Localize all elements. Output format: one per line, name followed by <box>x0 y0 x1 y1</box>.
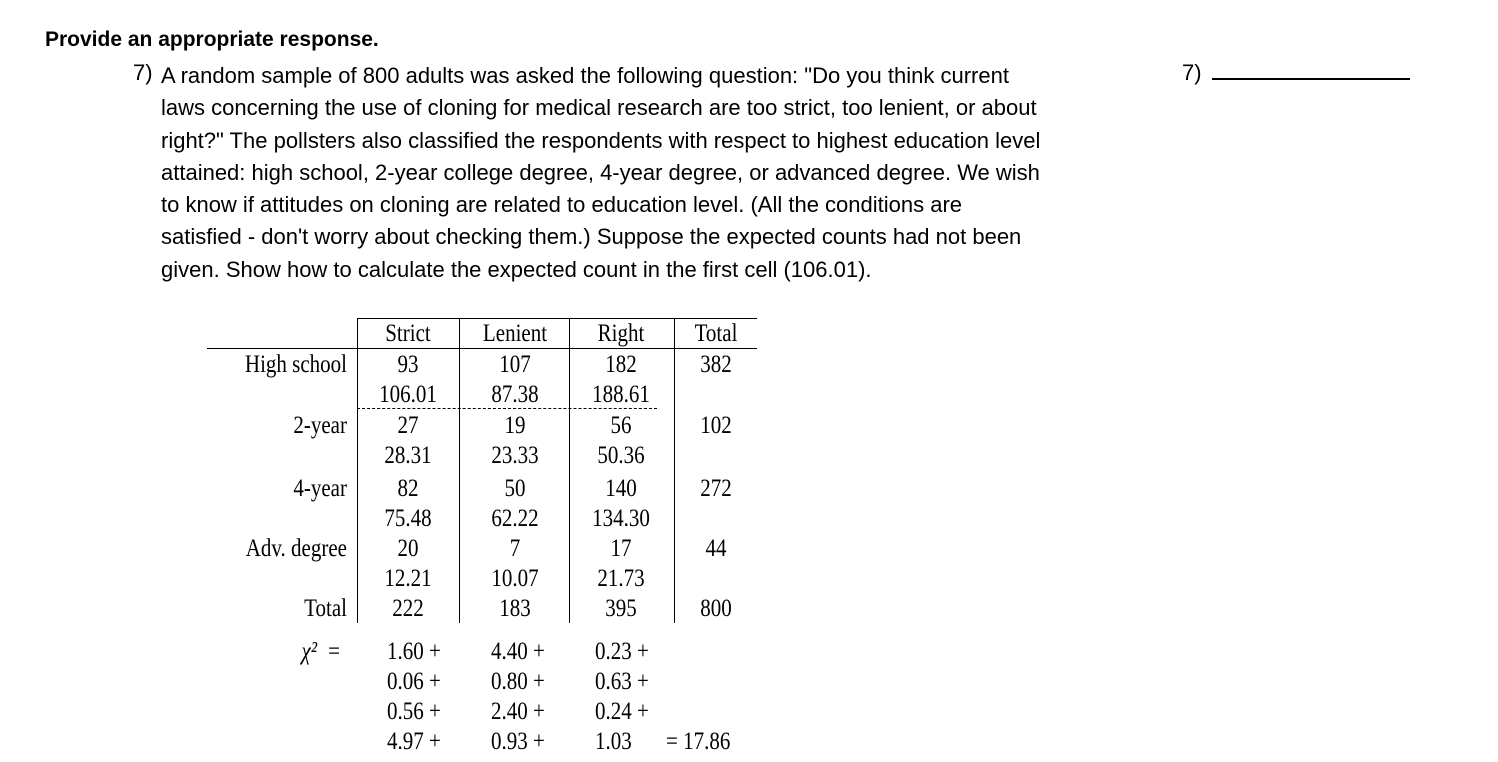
totals-label: Total <box>304 595 347 622</box>
column-header: Strict <box>385 320 431 347</box>
expected-count: 188.61 <box>592 381 650 408</box>
column-divider <box>674 318 675 623</box>
expected-count: 87.38 <box>491 381 539 408</box>
observed-count: 82 <box>397 475 419 502</box>
row-label: Adv. degree <box>245 535 347 562</box>
question-line: laws concerning the use of cloning for medical research are too strict, too lenient, or about <box>161 95 1037 121</box>
answer-blank[interactable] <box>1212 78 1410 80</box>
expected-count: 62.22 <box>491 505 539 532</box>
grand-total: 800 <box>700 595 732 622</box>
question-line: to know if attitudes on cloning are related to education level. (All the conditions are <box>161 192 963 218</box>
column-total: 395 <box>605 595 637 622</box>
row-total: 102 <box>700 412 732 439</box>
observed-count: 182 <box>605 351 637 378</box>
chi-square-result: = 17.86 <box>666 728 731 755</box>
row-total: 44 <box>705 535 727 562</box>
question-line: given. Show how to calculate the expected count in the first cell (106.01). <box>161 256 872 282</box>
observed-count: 19 <box>504 412 526 439</box>
column-divider <box>357 318 358 623</box>
observed-count: 140 <box>605 475 637 502</box>
answer-label: 7) <box>1182 60 1202 85</box>
row-label: High school <box>244 351 347 378</box>
question-line: attained: high school, 2-year college degree, 4-year degree, or advanced degree. We wish <box>161 159 1040 185</box>
observed-count: 107 <box>499 351 531 378</box>
observed-count: 20 <box>397 535 419 562</box>
expected-count: 28.31 <box>384 442 432 469</box>
chi-square-term: 0.80 + <box>491 668 545 695</box>
column-header: Lenient <box>482 320 548 347</box>
chi-square-term: 0.56 + <box>387 698 441 725</box>
expected-count: 23.33 <box>491 442 539 469</box>
chi-square-term: 1.03 <box>595 728 632 755</box>
column-divider <box>569 318 570 623</box>
question-number: 7) <box>133 60 153 85</box>
row-divider-dashed <box>357 408 657 409</box>
chi-square-term: 1.60 + <box>387 638 441 665</box>
chi-square-term: 0.24 + <box>595 698 649 725</box>
contingency-table <box>205 318 765 758</box>
column-total: 183 <box>499 595 531 622</box>
observed-count: 56 <box>610 412 632 439</box>
chi-square-term: 0.63 + <box>595 668 649 695</box>
chi-square-symbol: χ² <box>301 638 318 665</box>
question-line: satisfied - don't worry about checking them.) Suppose the expected counts had not been <box>161 224 1022 250</box>
row-label: 2-year <box>293 412 347 439</box>
expected-count: 134.30 <box>592 505 650 532</box>
expected-count: 50.36 <box>597 442 645 469</box>
question-text <box>161 60 1151 286</box>
expected-count: 12.21 <box>384 565 432 592</box>
expected-count: 75.48 <box>384 505 432 532</box>
observed-count: 17 <box>610 535 632 562</box>
chi-square-term: 2.40 + <box>491 698 545 725</box>
heading: Provide an appropriate response. <box>45 28 379 51</box>
chi-square-term: 0.06 + <box>387 668 441 695</box>
column-total: 222 <box>392 595 424 622</box>
row-total: 382 <box>700 351 732 378</box>
expected-count: 21.73 <box>597 565 645 592</box>
expected-count: 106.01 <box>379 381 437 408</box>
chi-square-term: 0.23 + <box>595 638 649 665</box>
column-divider <box>459 318 460 623</box>
column-header: Right <box>597 320 645 347</box>
observed-count: 27 <box>397 412 419 439</box>
observed-count: 93 <box>397 351 419 378</box>
question-line: A random sample of 800 adults was asked the following question: "Do you think current <box>161 63 1009 88</box>
expected-count: 10.07 <box>491 565 539 592</box>
observed-count: 7 <box>509 535 521 562</box>
question-line: right?" The pollsters also classified the respondents with respect to highest education level <box>161 127 1041 153</box>
chi-square-term: 4.40 + <box>491 638 545 665</box>
chi-square-term: 0.93 + <box>491 728 545 755</box>
row-label: 4-year <box>293 475 347 502</box>
chi-square-term: 4.97 + <box>387 728 441 755</box>
header-top-line <box>357 318 757 319</box>
observed-count: 50 <box>504 475 526 502</box>
column-header: Total <box>694 320 738 347</box>
row-total: 272 <box>700 475 732 502</box>
chi-square-equals: = <box>328 638 340 665</box>
